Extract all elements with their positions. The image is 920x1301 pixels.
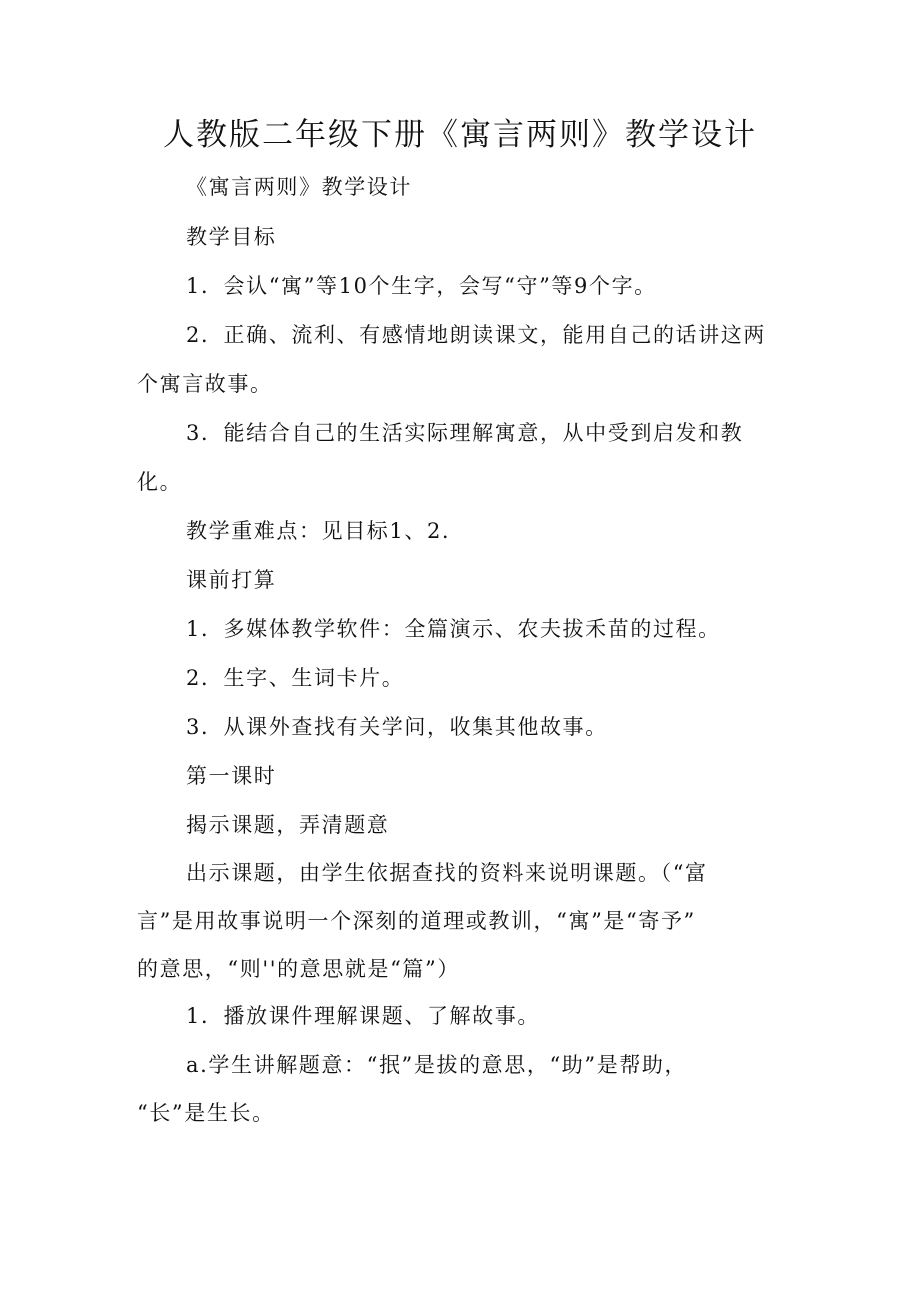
goal-1: 1．会认“寓”等10个生字，会写“守”等9个字。 bbox=[186, 274, 657, 298]
prep-item-3: 3．从课外查找有关学问，收集其他故事。 bbox=[186, 715, 608, 739]
paragraph-line-2: 言”是用故事说明一个深刻的道理或教训，“寓”是“寄予” bbox=[137, 909, 696, 933]
goal-3-line-1: 3．能结合自己的生活实际理解寓意，从中受到启发和教 bbox=[186, 421, 744, 445]
key-points: 教学重难点：见目标1、2. bbox=[186, 519, 451, 543]
prep-item-2: 2．生字、生词卡片。 bbox=[186, 666, 405, 690]
step-1: 1．播放课件理解课题、了解故事。 bbox=[186, 1004, 540, 1028]
goal-2-line-2: 个寓言故事。 bbox=[137, 372, 273, 396]
goals-heading: 教学目标 bbox=[186, 225, 277, 249]
document-subtitle: 《寓言两则》教学设计 bbox=[186, 175, 412, 199]
step-a-line-1: a.学生讲解题意：“抿”是拔的意思，“助”是帮助， bbox=[186, 1053, 688, 1077]
goal-3-line-2: 化。 bbox=[137, 470, 183, 494]
paragraph-line-3: 的意思，“则''的意思就是“篇”） bbox=[137, 957, 460, 981]
prep-heading: 课前打算 bbox=[186, 568, 277, 592]
goal-2-line-1: 2．正确、流利、有感情地朗读课文，能用自己的话讲这两 bbox=[186, 323, 766, 347]
prep-item-1: 1．多媒体教学软件：全篇演示、农夫拔禾苗的过程。 bbox=[186, 617, 721, 641]
section-heading: 揭示课题，弄清题意 bbox=[186, 813, 390, 837]
lesson-heading: 第一课时 bbox=[186, 764, 277, 788]
step-a-line-2: “长”是生长。 bbox=[137, 1101, 275, 1125]
document-title: 人教版二年级下册《寓言两则》教学设计 bbox=[163, 117, 757, 153]
paragraph-line-1: 出示课题，由学生依据查找的资料来说明课题。（“富 bbox=[186, 861, 708, 885]
